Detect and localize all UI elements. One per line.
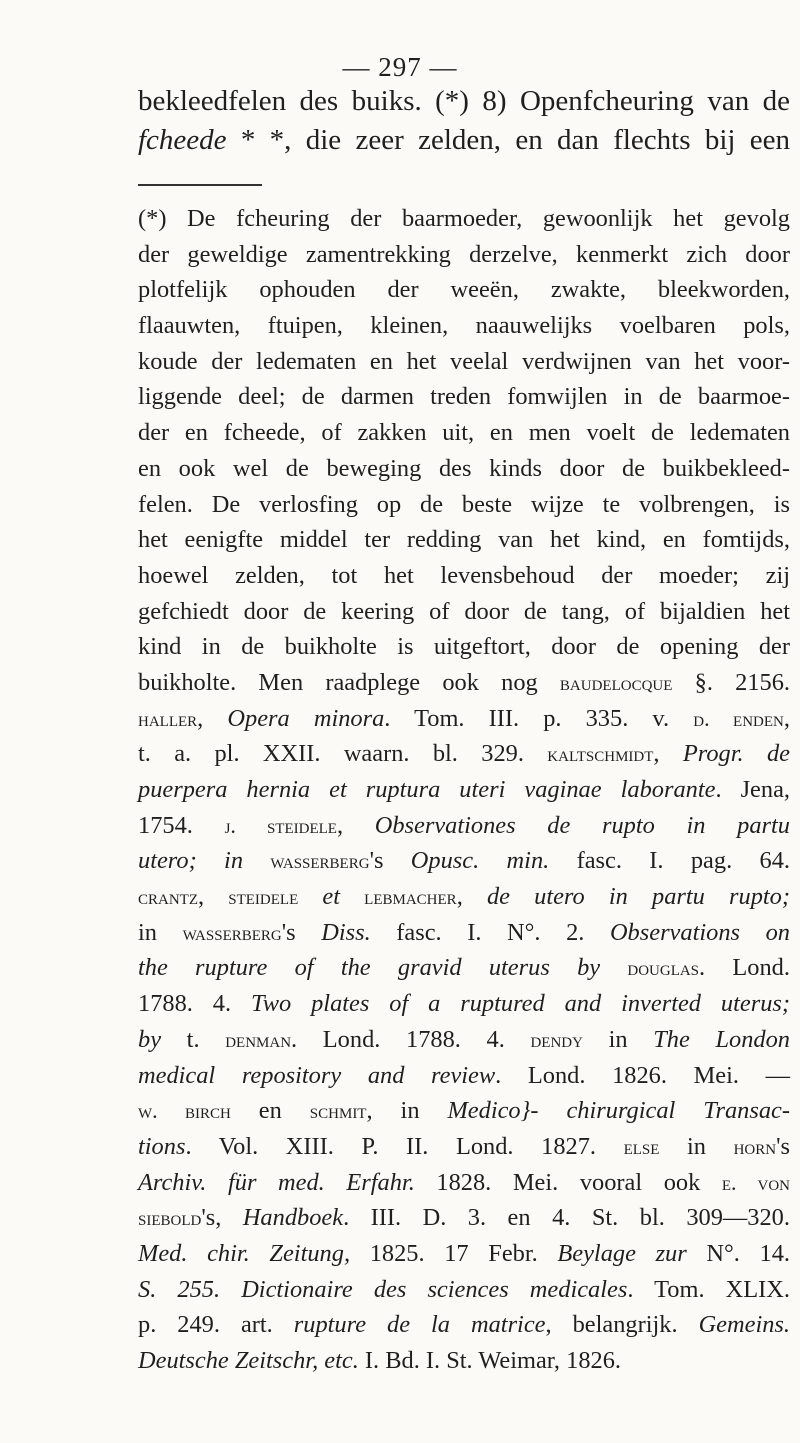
author-name: baudelocque	[559, 669, 673, 695]
text-span: N°. 14.	[686, 1239, 790, 1267]
author-name: dendy	[530, 1026, 583, 1052]
text-span: 1825. 17 Febr.	[350, 1239, 558, 1267]
text-span: 's,	[201, 1204, 243, 1232]
work-title: Dictionaire des sciences medicales	[241, 1275, 628, 1303]
text-span: fasc. I. pag. 64.	[549, 847, 791, 875]
text-span: . Lond. 1826. Mei. —	[495, 1061, 790, 1089]
author-name: d. enden	[693, 705, 784, 731]
footnote-line: plotfelijk ophouden der weeën, zwakte, bleekworden,	[138, 276, 790, 304]
footnote-line	[138, 1129, 790, 1165]
text-span: fasc. I. N°. 2.	[370, 918, 610, 946]
text-span: . Lond.	[699, 954, 790, 982]
footnote-line	[138, 879, 790, 915]
footnote-line	[138, 950, 790, 986]
text-span: ,	[653, 740, 683, 768]
work-title: Deutsche Zeitschr, etc.	[138, 1347, 359, 1374]
work-title: puerpera hernia et ruptura uteri vaginae laborante	[138, 776, 716, 803]
main-text	[138, 82, 790, 160]
work-title: Progr. de	[682, 740, 790, 768]
text-span: t.	[161, 1025, 226, 1053]
footnote-line: liggende deel; de darmen treden fomwijlen in de baarmoe-	[138, 383, 790, 411]
italic-term: fcheede	[138, 124, 227, 156]
text-span: ,	[783, 704, 790, 732]
author-name: j. steidele	[224, 812, 337, 838]
author-name: douglas	[627, 955, 700, 981]
text-span: ,	[456, 883, 487, 911]
footnote-line	[138, 915, 790, 951]
text-span: . Tom. III. p. 335. v.	[384, 704, 694, 732]
work-title: the rupture of the gravid uterus by	[138, 954, 601, 982]
work-title: Diss.	[321, 918, 371, 946]
footnote-line: flaauwten, ftuipen, kleinen, naauwelijks voelbaren pols,	[138, 312, 790, 340]
work-title: Observations on	[609, 918, 790, 946]
footnote-line	[138, 772, 790, 808]
author-name: horn	[733, 1133, 777, 1159]
text-span: ,	[198, 883, 229, 911]
text-span: , belangrijk.	[545, 1311, 699, 1339]
footnote-line	[138, 1200, 790, 1236]
footnote-line	[138, 1236, 790, 1272]
work-title: de utero in partu rupto;	[486, 883, 790, 911]
text-span: 1828. Mei. vooral ook	[414, 1168, 722, 1196]
footnote-line: hoewel zelden, tot het levensbehoud der moeder; zij	[138, 561, 790, 589]
footnote-line	[138, 843, 790, 879]
work-title: tions	[138, 1132, 186, 1160]
work-title: Opusc. min.	[410, 847, 550, 875]
text-span: in	[582, 1025, 654, 1053]
author-name: kaltschmidt	[547, 741, 654, 767]
text-span: p. 249. art.	[138, 1311, 294, 1339]
work-title: Gemeins.	[698, 1311, 791, 1339]
footnote-line: felen. De verlosfing op de beste wijze te volbrengen, is	[138, 490, 790, 518]
footnote-line	[138, 736, 790, 772]
footnote-line: der geweldige zamentrekking derzelve, kenmerkt zich door	[138, 240, 790, 268]
footnote	[138, 201, 790, 1379]
text-span: 1788. 4.	[138, 990, 251, 1018]
work-title: Beylage zur	[557, 1239, 687, 1267]
author-name: w.	[138, 1098, 185, 1124]
work-title: Med. chir. Zeitung,	[138, 1239, 351, 1267]
footnote-line: het eenigfte middel ter redding van het kind, en fomtijds,	[138, 526, 790, 554]
text-span: . Vol. XIII. P. II. Lond. 1827.	[185, 1132, 624, 1160]
work-title: by	[138, 1025, 162, 1053]
text-span: ,	[336, 811, 375, 839]
text-span: I. Bd. I. St. Weimar, 1826.	[358, 1347, 622, 1374]
footnote-line	[138, 1307, 790, 1343]
text-span: ,	[197, 704, 228, 732]
footnote-separator	[138, 184, 262, 186]
work-title: Medico}- chirurgical Transac-	[447, 1097, 790, 1125]
footnote-line: koude der ledematen en het veelal verdwijnen van het voor-	[138, 347, 790, 375]
footnote-line: en ook wel de beweging des kinds door de buikbekleed-	[138, 454, 790, 482]
work-title: Archiv. für med. Erfahr.	[138, 1168, 415, 1196]
footnote-line	[138, 986, 790, 1022]
author-name: wasserberg	[182, 919, 282, 945]
work-title: Observationes de rupto in partu	[374, 811, 791, 839]
footnote-line: gefchiedt door de keering of door de tang, of bijaldien het	[138, 597, 790, 625]
text-span: buikholte. Men raadplege ook nog	[138, 668, 560, 696]
footnote-line	[138, 701, 790, 737]
work-title: Handboek	[242, 1204, 344, 1232]
author-name: denman	[225, 1026, 292, 1052]
text-span: . Lond. 1788. 4.	[291, 1025, 531, 1053]
text-span: en	[230, 1097, 310, 1125]
footnote-line	[138, 808, 790, 844]
main-text-span: * *, die zeer zelden, en dan flechts bij een	[226, 124, 790, 156]
text-span: et	[298, 883, 365, 911]
text-span: in	[659, 1132, 734, 1160]
work-title: utero; in	[138, 847, 271, 875]
footnote-line: (*) De fcheuring der baarmoeder, gewoonlijk het gevolg	[138, 205, 790, 232]
footnote-line: der en fcheede, of zakken uit, en men voelt de ledematen	[138, 419, 790, 447]
author-name: steidele	[228, 884, 299, 910]
author-name: birch	[185, 1098, 231, 1124]
text-span: 's	[776, 1132, 790, 1160]
author-name: siebold	[138, 1205, 202, 1231]
author-name: wasserberg	[270, 848, 370, 874]
text-span: 's	[369, 847, 411, 875]
work-title: rupture de la matrice	[293, 1311, 546, 1339]
page-number: — 297 —	[342, 52, 458, 82]
footnote-line	[138, 1272, 790, 1308]
footnote-line: kind in de buikholte is uitgeftort, door de opening der	[138, 633, 790, 661]
author-name: lebmacher	[364, 884, 457, 910]
text-span: , in	[366, 1097, 448, 1125]
main-text-line: bekleedfelen des buiks. (*) 8) Openfcheuring van de	[138, 85, 790, 117]
text-span: t. a. pl. XXII. waarn. bl. 329.	[138, 740, 548, 768]
main-text-line	[138, 121, 790, 160]
work-title: Two plates of a ruptured and inverted uterus;	[250, 990, 790, 1018]
work-title: The London	[653, 1025, 791, 1053]
footnote-line	[138, 665, 790, 701]
text-span: S. 255.	[138, 1275, 242, 1303]
author-name: e. von	[721, 1169, 791, 1195]
text-span: . Jena,	[715, 776, 790, 803]
author-name: else	[623, 1133, 660, 1159]
author-name: haller	[138, 705, 198, 731]
text-span: in	[138, 918, 183, 946]
footnote-line	[138, 1343, 790, 1379]
work-title: Opera minora	[227, 704, 385, 732]
footnote-line	[138, 1058, 790, 1094]
footnote-line	[138, 1022, 790, 1058]
text-span: . Tom. XLIX.	[627, 1275, 791, 1303]
author-name: crantz	[138, 884, 198, 910]
text-span: . III. D. 3. en 4. St. bl. 309—320.	[343, 1204, 790, 1232]
text-span: 's	[281, 918, 322, 946]
text-span: §. 2156.	[672, 668, 790, 696]
work-title: medical repository and review	[138, 1061, 496, 1089]
text-span: 1754.	[138, 811, 225, 839]
author-name: schmit	[309, 1098, 367, 1124]
text-span	[600, 954, 627, 981]
footnote-line	[138, 1165, 790, 1201]
footnote-line	[138, 1093, 790, 1129]
